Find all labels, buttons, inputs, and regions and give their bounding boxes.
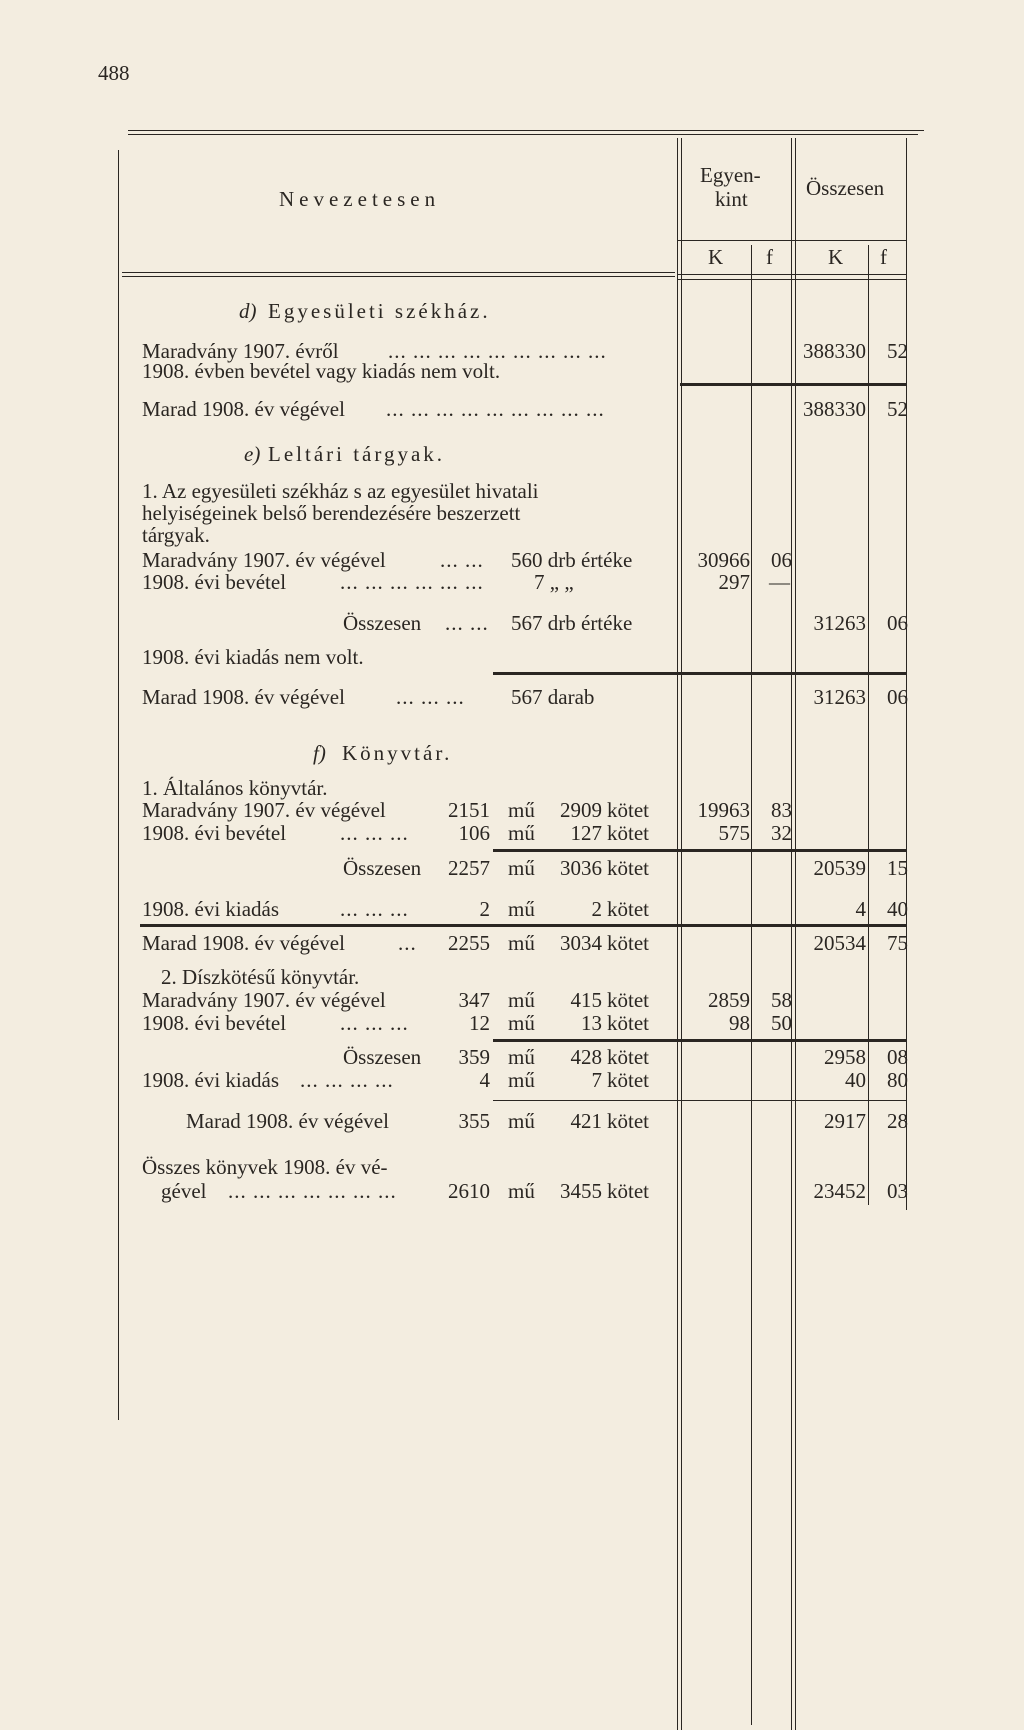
f-a4-k: 4 [855,897,866,921]
f-a1-k: 19963 [697,798,750,822]
f-sub1: 1. Általános könyvtár. [142,776,328,800]
header-k1: K [708,245,724,269]
f-b5-k: 2917 [824,1109,866,1133]
f-a4-f: 40 [887,897,908,921]
d-row3-k: 388330 [803,397,866,421]
e-sum-k: 31263 [813,611,866,635]
section-e-title: Leltári tárgyak. [268,442,446,466]
f-a4-label: 1908. évi kiadás [142,897,280,921]
f-b4-works: 4 [479,1068,490,1092]
header-egyenkint-2: kint [715,187,748,211]
f-a5-volumes: 3034 [560,931,602,955]
e-row1-mid: 560 drb értéke [511,548,633,572]
e-para-line3: tárgyak. [142,523,210,547]
f-c2-kotet: kötet [607,1179,649,1203]
f-b4-kotet: kötet [607,1068,649,1092]
f-b1-mu: mű [508,988,535,1012]
d-row3-label: Marad 1908. év végével [142,397,345,421]
f-b4-leader: ... ... ... ... [300,1068,394,1092]
f-a2-k: 575 [718,821,750,845]
f-a3-label: Összesen [343,856,422,880]
f-b1-works: 347 [458,988,490,1012]
d-row1-k: 388330 [803,339,866,363]
f-a1-kotet: kötet [607,798,649,822]
f-c2-f: 03 [887,1179,908,1203]
f-b5-mu: mű [508,1109,535,1133]
page-number: 488 [98,61,130,85]
f-b3-mu: mű [508,1045,535,1069]
header-k2: K [828,245,844,269]
f-a1-mu: mű [508,798,535,822]
f-a3-kotet: kötet [607,856,649,880]
f-b3-f: 08 [887,1045,908,1069]
f-a2-works: 106 [458,821,490,845]
f-b5-volumes: 421 [570,1109,602,1133]
e-row1-label: Maradvány 1907. év végével [142,548,386,572]
f-b3-label: Összesen [343,1045,422,1069]
f-a3-k: 20539 [813,856,866,880]
f-a2-label: 1908. évi bevétel [142,821,287,845]
section-f-title: Könyvtár. [342,741,453,765]
f-a2-leader: ... ... ... [340,821,409,845]
f-a3-mu: mű [508,856,535,880]
section-d-title: Egyesületi székház. [268,299,491,323]
e-para-line2: helyiségeinek belső berendezésére beszerzett [142,501,521,525]
e-row2-f: — [769,570,790,594]
f-a5-k: 20534 [813,931,866,955]
f-b2-kotet: kötet [607,1011,649,1035]
f-b2-works: 12 [469,1011,490,1035]
f-a5-f: 75 [887,931,908,955]
f-a4-leader: ... ... ... [340,897,409,921]
f-b4-volumes: 7 [591,1068,602,1092]
d-row1-label: Maradvány 1907. évről [142,339,339,363]
e-row4-k: 31263 [813,685,866,709]
f-c1-label: Összes könyvek 1908. év vé- [142,1155,388,1179]
f-b1-k: 2859 [708,988,750,1012]
f-b4-mu: mű [508,1068,535,1092]
f-b5-f: 28 [887,1109,908,1133]
e-sum-label: Összesen [343,611,422,635]
e-row2-leader: ... ... ... ... ... ... [340,570,484,594]
f-a5-mu: mű [508,931,535,955]
f-a3-volumes: 3036 [560,856,602,880]
f-a5-label: Marad 1908. év végével [142,931,345,955]
e-row4-mid: 567 darab [511,685,595,709]
f-b1-label: Maradvány 1907. év végével [142,988,386,1012]
header-egyenkint-1: Egyen- [700,163,761,187]
f-b2-k: 98 [729,1011,750,1035]
e-row2-label: 1908. évi bevétel [142,570,287,594]
f-a1-works: 2151 [448,798,490,822]
e-para-line1: 1. Az egyesületi székház s az egyesület hivatali [142,479,539,503]
f-b3-kotet: kötet [607,1045,649,1069]
e-row4-leader: ... ... ... [396,685,465,709]
f-a3-f: 15 [887,856,908,880]
f-a5-works: 2255 [448,931,490,955]
f-c2-volumes: 3455 [560,1179,602,1203]
f-b2-leader: ... ... ... [340,1011,409,1035]
e-row2-k: 297 [718,570,750,594]
e-row1-k: 30966 [697,548,750,572]
f-b3-volumes: 428 [570,1045,602,1069]
f-a4-works: 2 [479,897,490,921]
f-b4-f: 80 [887,1068,908,1092]
f-b1-kotet: kötet [607,988,649,1012]
f-b5-label: Marad 1908. év végével [186,1109,389,1133]
f-b5-kotet: kötet [607,1109,649,1133]
header-f1: f [766,245,773,269]
f-c2-leader: ... ... ... ... ... ... ... [228,1179,397,1203]
f-b3-k: 2958 [824,1045,866,1069]
f-b3-works: 359 [458,1045,490,1069]
f-b2-f: 50 [771,1011,792,1035]
f-a3-works: 2257 [448,856,490,880]
d-row1-leader: ... ... ... ... ... ... ... ... ... [388,339,607,363]
e-row1-f: 06 [771,548,792,572]
f-c2-label: gével [161,1179,207,1203]
section-e-letter: e) [244,442,261,466]
f-a2-f: 32 [771,821,792,845]
d-row3-leader: ... ... ... ... ... ... ... ... ... [386,397,605,421]
f-c2-k: 23452 [813,1179,866,1203]
e-row1-leader: ... ... [440,548,484,572]
f-a2-mu: mű [508,821,535,845]
f-a1-f: 83 [771,798,792,822]
d-row3-f: 52 [887,397,908,421]
e-sum-leader: ... ... [445,611,489,635]
header-nevezetesen: Nevezetesen [279,187,441,211]
e-row2-mid: 7 „ „ [534,570,574,594]
section-d-letter: d) [239,299,257,323]
f-a5-kotet: kötet [607,931,649,955]
f-a1-volumes: 2909 [560,798,602,822]
f-b1-f: 58 [771,988,792,1012]
f-b1-volumes: 415 [570,988,602,1012]
e-row4-f: 06 [887,685,908,709]
d-row2-label: 1908. évben bevétel vagy kiadás nem volt. [142,359,501,383]
f-b2-mu: mű [508,1011,535,1035]
f-b5-works: 355 [458,1109,490,1133]
f-b4-k: 40 [845,1068,866,1092]
f-c2-mu: mű [508,1179,535,1203]
e-row3-label: 1908. évi kiadás nem volt. [142,645,364,669]
f-b2-label: 1908. évi bevétel [142,1011,287,1035]
f-a1-label: Maradvány 1907. év végével [142,798,386,822]
header-f2: f [880,245,887,269]
f-a2-kotet: kötet [607,821,649,845]
f-b4-label: 1908. évi kiadás [142,1068,280,1092]
f-c2-works: 2610 [448,1179,490,1203]
f-sub2: 2. Díszkötésű könyvtár. [161,965,360,989]
f-a4-mu: mű [508,897,535,921]
f-a2-volumes: 127 [570,821,602,845]
e-sum-f: 06 [887,611,908,635]
f-b2-volumes: 13 [581,1011,602,1035]
e-row4-label: Marad 1908. év végével [142,685,345,709]
f-a5-leader: ... [398,931,417,955]
header-osszesen: Összesen [806,176,885,200]
d-row1-f: 52 [887,339,908,363]
e-sum-mid: 567 drb értéke [511,611,633,635]
f-a4-volumes: 2 [591,897,602,921]
f-a4-kotet: kötet [607,897,649,921]
section-f-letter: f) [313,741,326,765]
